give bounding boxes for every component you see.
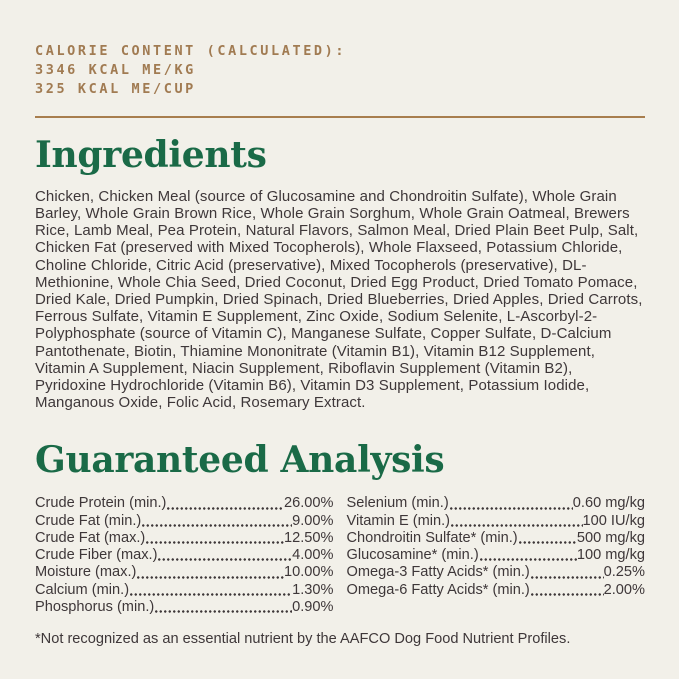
analysis-value: 2.00% [603, 581, 645, 598]
dot-leader [166, 495, 284, 512]
guaranteed-analysis-title: Guaranteed Analysis [35, 439, 445, 482]
dot-leader [530, 582, 604, 599]
analysis-row [347, 495, 646, 512]
analysis-label: Glucosamine* (min.) [346, 547, 479, 564]
analysis-value: 100 mg/kg [576, 547, 645, 564]
analysis-value: 9.00% [292, 512, 334, 529]
dot-leader [450, 513, 582, 530]
analysis-value: 100 IU/kg [582, 512, 645, 529]
analysis-row [35, 513, 334, 530]
dot-leader [530, 564, 604, 581]
dot-leader [136, 564, 284, 581]
analysis-label: Crude Protein (min.) [35, 495, 167, 512]
analysis-row [35, 530, 334, 547]
analysis-label: Selenium (min.) [346, 495, 449, 512]
analysis-column-left [35, 495, 334, 616]
dot-leader [479, 547, 577, 564]
analysis-value: 0.60 mg/kg [572, 495, 645, 512]
ingredients-title: Ingredients [35, 134, 267, 176]
dot-leader [518, 530, 577, 547]
analysis-row [347, 513, 646, 530]
analysis-column-right [347, 495, 646, 616]
analysis-row [35, 547, 334, 564]
calorie-kcal-per-kg: 3346 KCAL ME/KG [35, 62, 196, 78]
dot-leader [145, 530, 284, 547]
analysis-value: 0.25% [603, 564, 645, 581]
analysis-label: Crude Fat (min.) [35, 512, 142, 529]
section-divider [35, 116, 645, 118]
analysis-label: Phosphorus (min.) [35, 599, 155, 616]
analysis-row [347, 547, 646, 564]
aafco-footnote: *Not recognized as an essential nutrient by the AAFCO Dog Food Nutrient Profiles. [35, 631, 571, 648]
analysis-row [35, 582, 334, 599]
analysis-label: Crude Fiber (max.) [35, 547, 158, 564]
analysis-value: 12.50% [284, 529, 334, 546]
guaranteed-analysis-table [35, 495, 645, 616]
analysis-row [35, 599, 334, 616]
calorie-kcal-per-cup: 325 KCAL ME/CUP [35, 81, 196, 97]
dot-leader [141, 513, 292, 530]
analysis-value: 4.00% [292, 547, 334, 564]
analysis-value: 1.30% [292, 581, 334, 598]
analysis-value: 26.00% [284, 495, 334, 512]
dot-leader [154, 599, 292, 616]
analysis-row [347, 564, 646, 581]
dot-leader [449, 495, 573, 512]
analysis-value: 0.90% [292, 599, 334, 616]
analysis-row [347, 582, 646, 599]
analysis-label: Omega-3 Fatty Acids* (min.) [346, 564, 530, 581]
analysis-value: 10.00% [284, 564, 334, 581]
analysis-value: 500 mg/kg [576, 529, 645, 546]
analysis-label: Moisture (max.) [35, 564, 137, 581]
analysis-label: Crude Fat (max.) [35, 529, 146, 546]
analysis-row [35, 564, 334, 581]
calorie-content-block [35, 42, 645, 99]
dot-leader [157, 547, 292, 564]
analysis-row [347, 530, 646, 547]
calorie-content-heading: CALORIE CONTENT (CALCULATED): [35, 43, 347, 59]
analysis-label: Omega-6 Fatty Acids* (min.) [346, 581, 530, 598]
analysis-label: Vitamin E (min.) [346, 512, 451, 529]
dot-leader [129, 582, 292, 599]
analysis-label: Calcium (min.) [35, 581, 130, 598]
analysis-label: Chondroitin Sulfate* (min.) [346, 529, 518, 546]
ingredients-text: Chicken, Chicken Meal (source of Glucosamine and Chondroitin Sulfate), Whole Grain Barley, Whole Grain Brown Rice, Whole Grain Sorghum, Whole Grain Oatmeal, Brewers Rice, Lamb Meal, Pea Protein, Natural Flavors, Salmon Meal, Dried Plain Beet Pulp, Salt, Chicken Fat (preserved with Mixed Tocopherols), Whole Flaxseed, Potassium Chloride, Choline Chloride, Citric Acid (preservative), Mixed Tocopherols (preservative), DL-Methionine, Whole Chia Seed, Dried Coconut, Dried Egg Product, Dried Tomato Pomace, Dried Kale, Dried Pumpkin, Dried Spinach, Dried Blueberries, Dried Apples, Dried Carrots, Ferrous Sulfate, Vitamin E Supplement, Zinc Oxide, Sodium Selenite, L-Ascorbyl-2-Polyphosphate (source of Vitamin C), Manganese Sulfate, Copper Sulfate, D-Calcium Pantothenate, Biotin, Thiamine Mononitrate (Vitamin B1), Vitamin B12 Supplement, Vitamin A Supplement, Niacin Supplement, Riboflavin Supplement (Vitamin B2), Pyridoxine Hydrochloride (Vitamin B6), Vitamin D3 Supplement, Potassium Iodide, Manganous Oxide, Folic Acid, Rosemary Extract. [35, 187, 643, 412]
analysis-row [35, 495, 334, 512]
